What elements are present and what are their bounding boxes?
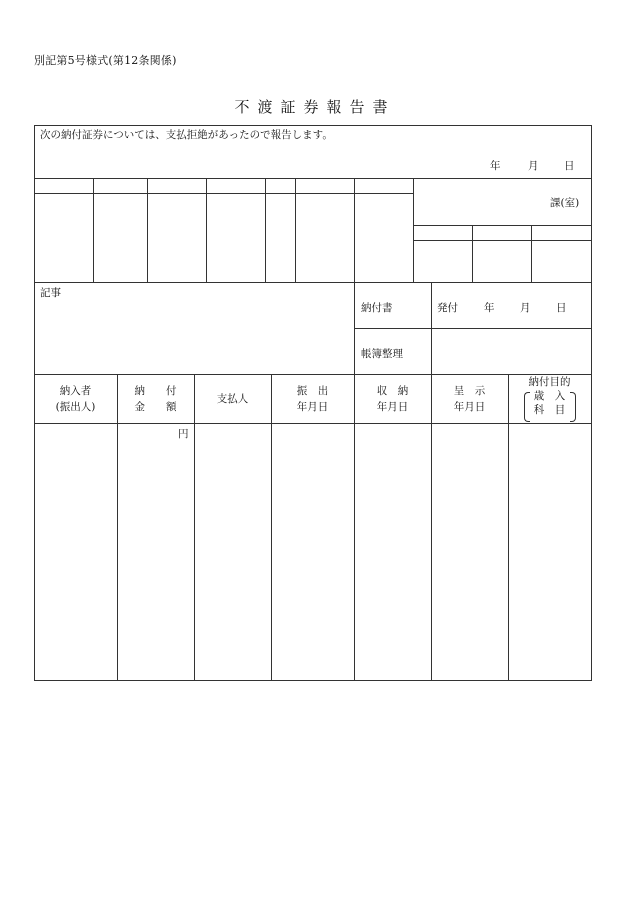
col-header-receipt-date-line2: 年月日 [376,401,409,413]
col-divider-4 [354,374,355,680]
col-divider-1 [117,374,118,680]
col-header-receipt-date [354,383,431,415]
issue-day: 日 [556,302,567,314]
col-header-issue-date-line1: 振 出 [296,385,329,397]
col-header-amount-line1: 納 付 [134,385,177,397]
col-divider-5 [431,374,432,680]
issue-year: 年 [484,302,495,314]
rule-table-header-bottom [34,423,591,424]
stamp-divider-6 [354,178,355,282]
section-box-divider-2 [531,225,532,282]
col-header-amount-line2: 金 額 [134,401,177,413]
stamp-divider-3 [206,178,207,282]
col-header-payer-line2: (振出人) [55,401,96,413]
col-header-presentation-date-line1: 呈 示 [453,385,486,397]
border-right [591,125,592,681]
col-header-drawee-line1: 支払人 [216,393,249,405]
col-divider-3 [271,374,272,680]
stamp-divider-2 [147,178,148,282]
issue-label: 発付 [437,302,458,314]
ledger-label: 帳簿整理 [361,348,403,360]
right-bracket [570,392,576,422]
section-box-divider-1 [472,225,473,282]
intro-text: 次の納付証券については、支払拒絶があったので報告します。 [40,129,333,141]
col-header-receipt-date-line1: 収 納 [376,385,409,397]
date-day: 日 [564,160,575,172]
notice-label: 納付書 [361,302,393,314]
stamp-divider-4 [265,178,266,282]
rule-section-box-top [413,225,591,226]
col-header-payer-line1: 納入者 [59,385,92,397]
col-header-amount [117,383,194,415]
stamp-divider-7 [413,178,414,282]
col-header-drawee [194,391,271,407]
border-top [34,125,591,126]
issue-month: 月 [520,302,531,314]
rule-notice-ledger [354,328,591,329]
col-header-payer [34,383,117,415]
col-header-purpose [508,375,591,417]
section-label: 課(室) [550,197,580,209]
date-month: 月 [528,160,539,172]
col-header-purpose-line1: 納付目的 [528,376,571,388]
date-year: 年 [490,160,501,172]
form-style-label: 別記第5号様式(第12条関係) [34,54,177,67]
stamp-divider-5 [295,178,296,282]
border-bottom [34,680,591,681]
col-divider-6 [508,374,509,680]
col-divider-2 [194,374,195,680]
col-header-issue-date-line2: 年月日 [296,401,329,413]
rule-notes-top [34,282,591,283]
col-header-issue-date [271,383,354,415]
col-header-presentation-date-line2: 年月日 [453,401,486,413]
left-bracket [524,392,530,422]
document-title: 不渡証券報告書 [234,98,396,116]
yen-unit: 円 [178,428,189,440]
notes-label: 記事 [40,287,61,299]
col-header-presentation-date [431,383,508,415]
rule-section-box-sub [413,240,591,241]
rule-stamp-subheader [34,193,414,194]
col-header-purpose-line3: 科 目 [533,404,566,416]
rule-stamp-top [34,178,591,179]
stamp-divider-1 [93,178,94,282]
col-header-purpose-line2: 歳 入 [533,390,566,402]
